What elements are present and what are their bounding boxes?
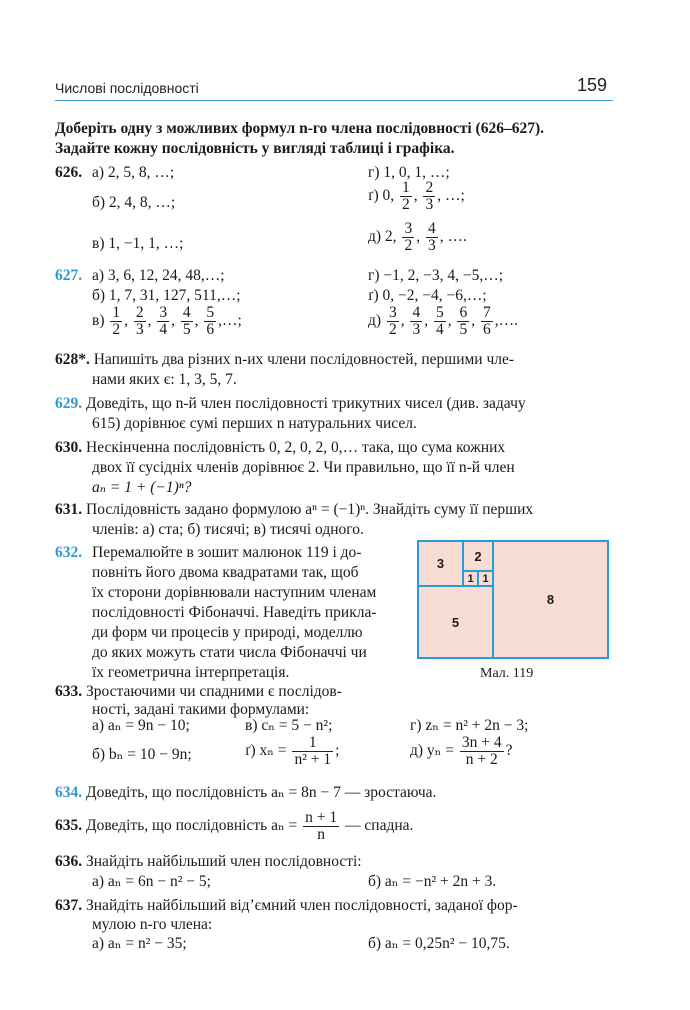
intro-line-1: Доберіть одну з можливих формул n-го члена послідовності (626–627). xyxy=(55,120,544,137)
p633-line-1: 633. Зростаючими чи спадними є послідов- xyxy=(55,683,342,700)
p626-b: б) 2, 4, 8, …; xyxy=(92,194,176,211)
p626-v: в) 1, −1, 1, …; xyxy=(92,235,184,252)
square-8: 8 xyxy=(492,540,609,659)
intro-line-2: Задайте кожну послідовність у вигляді таблиці і графіка. xyxy=(55,140,455,157)
square-1b: 1 xyxy=(477,570,494,587)
square-3: 3 xyxy=(417,540,464,587)
p632-line: їх геометрична інтерпретація. xyxy=(92,664,290,681)
p632-line: до яких можуть стати числа Фібоначчі чи xyxy=(92,644,367,661)
p628-line-1: 628*. Напишіть два різних n-их члени послідовностей, першими чле- xyxy=(55,351,515,368)
p627-g: г) −1, 2, −3, 4, −5,…; xyxy=(368,267,504,284)
p637-line-1: 637. Знайдіть найбільший від’ємний член послідовності, заданої фор- xyxy=(55,897,518,914)
p631-line-2: членів: а) ста; б) тисячі; в) тисячі одного. xyxy=(92,521,364,538)
section-title: Числові послідовності xyxy=(55,80,199,96)
p632-line: їх сторони дорівнювали наступним членам xyxy=(92,584,377,601)
p633-a: а) aₙ = 9n − 10; xyxy=(92,717,190,734)
p634-line: 634. Доведіть, що послідовність aₙ = 8n − 7 — зростаюча. xyxy=(55,784,437,801)
problem-627-number: 627. xyxy=(55,267,83,284)
square-2: 2 xyxy=(462,540,494,572)
p626-g: г) 1, 0, 1, …; xyxy=(368,164,450,181)
p626-a: а) 2, 5, 8, …; xyxy=(92,164,175,181)
p626-gg: ґ) 0, $\frac{1}{2}$ , $\frac{2}{3}$ , …; xyxy=(368,179,465,213)
p626-d: д) 2, $\frac{3}{2}$ , $\frac{4}{3}$ , …. xyxy=(368,220,467,254)
p632-line: послідовності Фібоначчі. Наведіть прикла- xyxy=(92,604,377,621)
p630-line-2: двох її сусідніх членів дорівнює 2. Чи правильно, що її n-й член xyxy=(92,459,515,476)
problem-632-number: 632. xyxy=(55,544,83,561)
p637-b: б) aₙ = 0,25n² − 10,75. xyxy=(368,935,510,952)
p633-d: д) yₙ = $\frac{3n + 4}{n + 2}$ ? xyxy=(410,734,513,768)
p633-gg: ґ) xₙ = $\frac{1}{\text{n² + 1}}$ ; xyxy=(245,734,340,768)
p633-v: в) cₙ = 5 − n²; xyxy=(245,717,333,734)
fibonacci-figure xyxy=(417,540,607,657)
p631-line-1: 631. Послідовність задано формулою aⁿ = (−1)ⁿ. Знайдіть суму її перших xyxy=(55,501,534,518)
p633-line-2: ності, задані такими формулами: xyxy=(92,701,310,718)
p632-line: ди форм чи процесів у природі, моделлю xyxy=(92,624,363,641)
p627-gg: ґ) 0, −2, −4, −6,…; xyxy=(368,287,487,304)
p627-v: в) $\frac{1}{2}$ , $\frac{2}{3}$ , $\frac{3}{4}$ , $\frac{4}{5}$ , $\frac{5}{6}$ ,…; xyxy=(92,304,242,338)
p637-a: а) aₙ = n² − 35; xyxy=(92,935,187,952)
page-header xyxy=(55,72,613,101)
p636-a: а) aₙ = 6n − n² − 5; xyxy=(92,873,211,890)
figure-caption: Мал. 119 xyxy=(480,666,534,681)
p633-g: г) zₙ = n² + 2n − 3; xyxy=(410,717,529,734)
page-number: 159 xyxy=(576,75,607,95)
p637-line-2: мулою n-го члена: xyxy=(92,916,213,933)
p627-b: б) 1, 7, 31, 127, 511,…; xyxy=(92,287,241,304)
p632-line: повніть його двома квадратами так, щоб xyxy=(92,564,359,581)
p630-line-3: aₙ = 1 + (−1)ⁿ? xyxy=(92,479,192,496)
p629-line-2: 615) дорівнює сумі перших n натуральних чисел. xyxy=(92,415,417,432)
problem-626-number: 626. xyxy=(55,164,83,181)
p636-line-1: 636. Знайдіть найбільший член послідовності: xyxy=(55,853,362,870)
p633-b: б) bₙ = 10 − 9n; xyxy=(92,746,192,763)
p630-line-1: 630. Нескінченна послідовність 0, 2, 0, 2, 0,… така, що сума кожних xyxy=(55,439,506,456)
p628-line-2: нами яких є: 1, 3, 5, 7. xyxy=(92,371,237,388)
p636-b: б) aₙ = −n² + 2n + 3. xyxy=(368,873,497,890)
p627-a: а) 3, 6, 12, 24, 48,…; xyxy=(92,267,225,284)
p629-line-1: 629. Доведіть, що n-й член послідовності трикутних чисел (див. задачу xyxy=(55,395,526,412)
square-1a: 1 xyxy=(462,570,479,587)
p635-line: 635. Доведіть, що послідовність aₙ = $\frac{n + 1}{n}$ — спадна. xyxy=(55,809,414,843)
p627-d: д) $\frac{3}{2}$ , $\frac{4}{3}$ , $\frac{5}{4}$ , $\frac{6}{5}$ , $\frac{7}{6}$ ,…. xyxy=(368,304,518,338)
square-5: 5 xyxy=(417,585,494,659)
p632-line: Перемалюйте в зошит малюнок 119 і до- xyxy=(92,544,362,561)
